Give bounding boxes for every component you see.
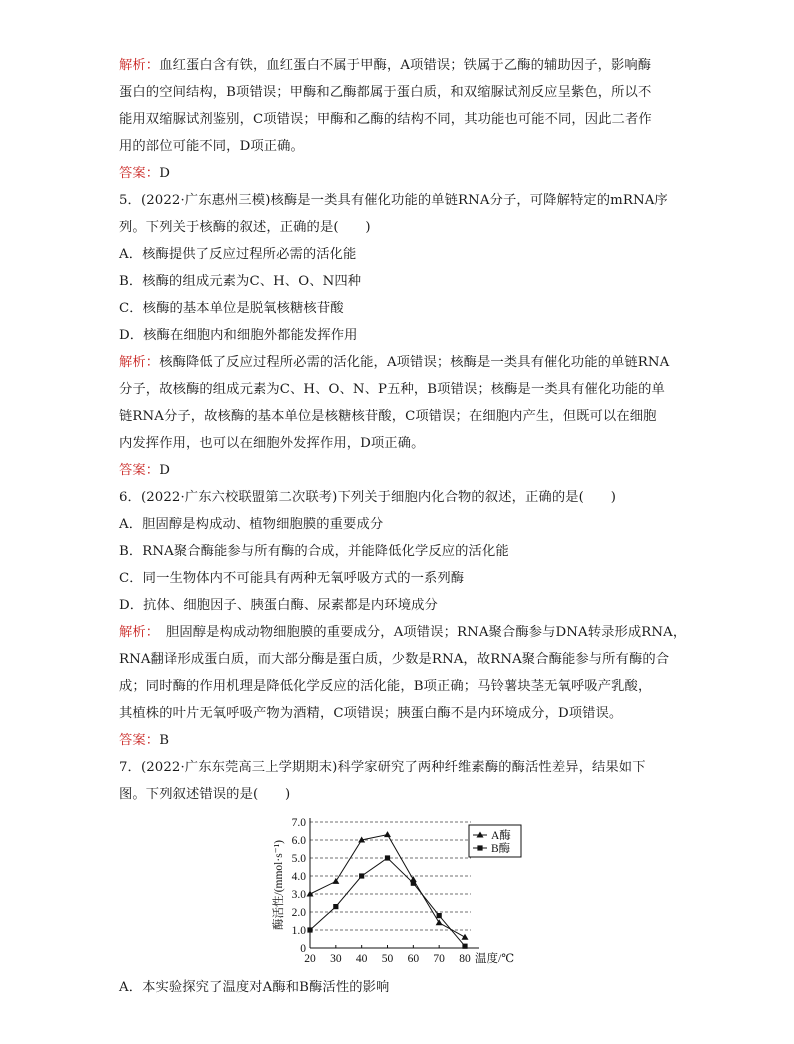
x-tick-label: 30 — [330, 953, 342, 965]
data-point-square — [359, 873, 364, 878]
data-point-square — [437, 913, 442, 918]
q5-analysis-line-3: 内发挥作用，也可以在细胞外发挥作用，D项正确。 — [119, 436, 425, 451]
y-tick-label: 3.0 — [291, 889, 306, 901]
q6-analysis-label: 解析： — [119, 625, 153, 640]
q4-analysis-text: 血红蛋白含有铁，血红蛋白不属于甲酶，A项错误；铁属于乙酶的辅助因子，影响酶 — [159, 58, 652, 73]
q4-answer-value: D — [159, 166, 170, 181]
q5-answer-label: 答案： — [119, 463, 160, 478]
data-point-triangle — [462, 934, 469, 940]
q4-analysis-line-2: 能用双缩脲试剂鉴别，C项错误；甲酶和乙酶的结构不同，其功能也可能不同，因此二者作 — [119, 112, 652, 127]
data-point-square — [411, 881, 416, 886]
q5-analysis-text: 核酶降低了反应过程所必需的活化能，A项错误；核酶是一类具有催化功能的单链RNA — [159, 355, 670, 370]
q7-option-a: A．本实验探究了温度对A酶和B酶活性的影响 — [119, 980, 390, 995]
y-tick-label: 7.0 — [291, 817, 306, 829]
x-tick-label: 40 — [355, 953, 368, 965]
q4-analysis-line-3: 用的部位可能不同，D项正确。 — [119, 139, 304, 154]
data-point-triangle — [436, 919, 443, 925]
y-tick-label: 6.0 — [291, 835, 306, 847]
data-point-square — [333, 904, 338, 909]
data-point-square — [462, 944, 467, 949]
data-point-triangle — [384, 831, 391, 837]
q4-answer-label: 答案： — [119, 166, 160, 181]
y-tick-label: 4.0 — [291, 871, 306, 883]
data-point-triangle — [332, 878, 339, 884]
chart-series — [307, 831, 469, 949]
q7-stem-line-0: 7．(2022·广东东莞高三上学期期末)科学家研究了两种纤维素酶的酶活性差异，结果如下 — [119, 760, 646, 775]
data-point-square — [385, 855, 390, 860]
q6-analysis-line-2: 成；同时酶的作用机理是降低化学反应的活化能，B项正确；马铃薯块茎无氧呼吸产乳酸， — [119, 679, 652, 694]
q6-option-d: D．抗体、细胞因子、胰蛋白酶、尿素都是内环境成分 — [119, 598, 438, 613]
q5-option-a: A．核酶提供了反应过程所必需的活化能 — [119, 247, 357, 262]
q6-option-a: A．胆固醇是构成动、植物细胞膜的重要成分 — [119, 517, 384, 532]
q5-answer-value: D — [159, 463, 170, 478]
y-tick-label: 1.0 — [291, 925, 306, 937]
y-axis-label: 酶活性/(mmol·s⁻¹) — [273, 839, 285, 931]
q5-analysis-line-2: 链RNA分子，故核酶的基本单位是核糖核苷酸，C项错误；在细胞内产生，但既可以在细胞 — [119, 409, 657, 424]
q5-option-b: B．核酶的组成元素为C、H、O、N四种 — [119, 274, 362, 289]
q6-option-b: B．RNA聚合酶能参与所有酶的合成，并能降低化学反应的活化能 — [119, 544, 509, 559]
q7-stem-line-1: 图。下列叙述错误的是( ) — [119, 787, 291, 802]
q5-stem-line-1: 列。下列关于核酶的叙述，正确的是( ) — [119, 220, 371, 235]
x-tick-label: 60 — [407, 953, 420, 965]
q6-stem-line-0: 6．(2022·广东六校联盟第二次联考)下列关于细胞内化合物的叙述，正确的是( ) — [119, 490, 616, 505]
series-line-triangle — [310, 835, 465, 938]
q5-analysis-label: 解析： — [119, 355, 160, 370]
q5-option-d: D．核酶在细胞内和细胞外都能发挥作用 — [119, 328, 358, 343]
document-page — [119, 52, 687, 1001]
x-tick-label: 80 — [459, 953, 471, 965]
legend-label: B酶 — [491, 843, 511, 855]
q5-analysis-line-0 — [119, 349, 679, 376]
q5-stem-line-0: 5．(2022·广东惠州三模)核酶是一类具有催化功能的单链RNA分子，可降解特定的mRNA序 — [119, 193, 668, 208]
x-axis-label: 温度/℃ — [475, 953, 515, 965]
q6-answer-value: B — [159, 733, 170, 748]
q6-answer — [119, 727, 679, 754]
legend-label: A酶 — [491, 830, 511, 842]
chart-legend — [469, 825, 521, 857]
q5-option-c: C．核酶的基本单位是脱氧核糖核苷酸 — [119, 301, 344, 316]
q5-analysis-line-1: 分子，故核酶的组成元素为C、H、O、N、P五种，B项错误；核酶是一类具有催化功能的单 — [119, 382, 665, 397]
chart-svg — [119, 812, 679, 974]
q4-analysis-line-1: 蛋白的空间结构，B项错误；甲酶和乙酶都属于蛋白质，和双缩脲试剂反应呈紫色，所以不 — [119, 85, 652, 100]
q4-analysis-line-0 — [119, 52, 679, 79]
x-tick-label: 50 — [381, 953, 394, 965]
chart-grid — [310, 822, 471, 930]
x-tick-label: 20 — [304, 953, 316, 965]
q6-analysis-line-3: 其植株的叶片无氧呼吸产物为酒精，C项错误；胰蛋白酶不是内环境成分，D项错误。 — [119, 706, 623, 721]
q6-option-c: C．同一生物体内不可能具有两种无氧呼吸方式的一系列酶 — [119, 571, 465, 586]
y-tick-label: 2.0 — [291, 907, 306, 919]
legend-marker-square — [477, 845, 482, 850]
x-tick-label: 70 — [433, 953, 445, 965]
data-point-triangle — [307, 891, 314, 897]
y-tick-label: 0 — [300, 943, 306, 955]
q6-analysis-text: 胆固醇是构成动物细胞膜的重要成分，A项错误；RNA聚合酶参与DNA转录形成RNA， — [152, 625, 687, 640]
data-point-square — [307, 927, 312, 932]
q6-answer-label: 答案： — [119, 733, 160, 748]
q4-analysis-label: 解析： — [119, 58, 160, 73]
q6-analysis-line-0 — [119, 619, 687, 646]
y-tick-label: 5.0 — [291, 853, 306, 865]
enzyme-activity-chart — [119, 812, 679, 974]
q5-answer — [119, 457, 679, 484]
q6-analysis-line-1: RNA翻译形成蛋白质，而大部分酶是蛋白质，少数是RNA，故RNA聚合酶能参与所有酶的合 — [119, 652, 670, 667]
q4-answer — [119, 160, 679, 187]
series-line-square — [310, 858, 465, 946]
